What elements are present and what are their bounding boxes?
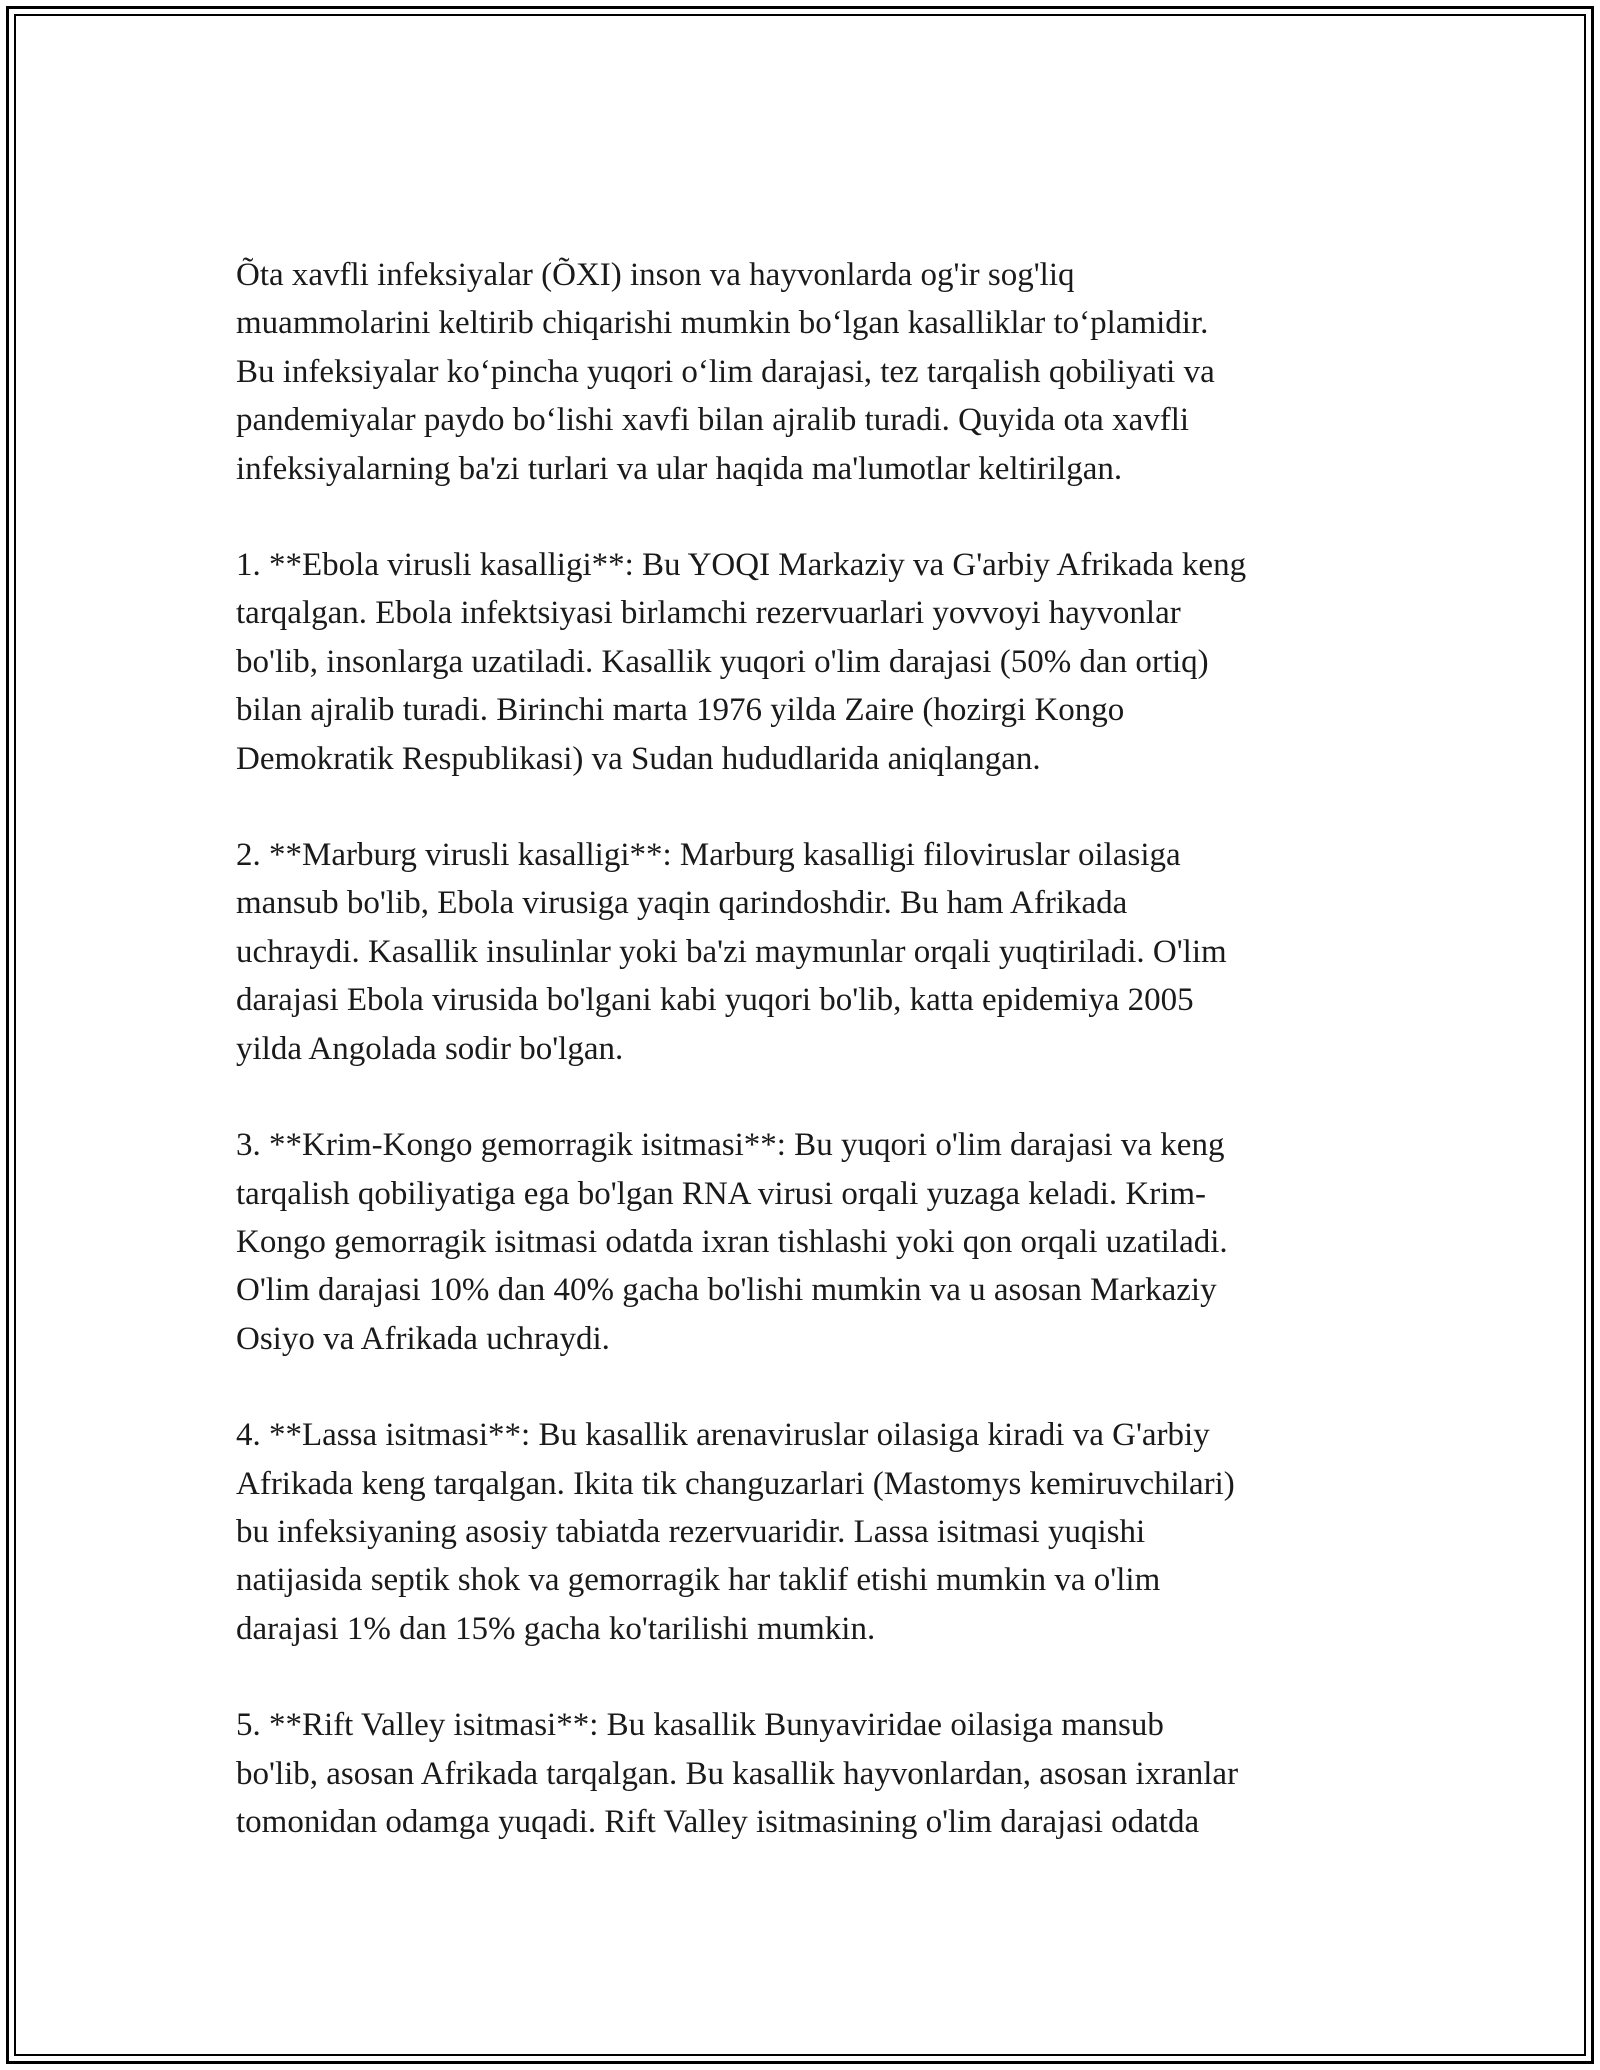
list-item-marburg: 2. **Marburg virusli kasalligi**: Marburg kasalligi filoviruslar oilasiga mansub bo'lib, Ebola virusiga yaqin qarindoshdir. Bu ham Afrikada uchraydi. Kasallik insulinlar yoki ba'zi maymunlar orqali yuqtiriladi. O'lim darajasi Ebola virusida bo'lgani kabi yuqori bo'lib, katta epidemiya 2005 yilda Angolada sodir bo'lgan. (236, 837, 1227, 1067)
intro-paragraph: Õta xavfli infeksiyalar (ÕXI) inson va hayvonlarda og'ir sog'liq muammolarini keltirib chiqarishi mumkin bo‘lgan kasalliklar to‘plamidir. Bu infeksiyalar ko‘pincha yuqori o‘lim darajasi, tez tarqalish qobiliyati va pandemiyalar paydo bo‘lishi xavfi bilan ajralib turadi. Quyida ota xavfli infeksiyalarning ba'zi turlari va ular haqida ma'lumotlar keltirilgan. (236, 257, 1215, 487)
list-item-rift-valley: 5. **Rift Valley isitmasi**: Bu kasallik Bunyaviridae oilasiga mansub bo'lib, asosan Afrikada tarqalgan. Bu kasallik hayvonlardan, asosan ixranlar tomonidan odamga yuqadi. Rift Valley isitmasining o'lim darajasi odatda (236, 1707, 1239, 1840)
list-item-crimean-congo: 3. **Krim-Kongo gemorragik isitmasi**: Bu yuqori o'lim darajasi va keng tarqalish qobiliyatiga ega bo'lgan RNA virusi orqali yuzaga keladi. Krim- Kongo gemorragik isitmasi odatda ixran tishlashi yoki qon orqali uzatiladi. O'lim darajasi 10% dan 40% gacha bo'lishi mumkin va u asosan Markaziy Osiyo va Afrikada uchraydi. (236, 1127, 1228, 1357)
document-body (236, 251, 1376, 1894)
list-item-ebola: 1. **Ebola virusli kasalligi**: Bu YOQI Markaziy va G'arbiy Afrikada keng tarqalgan. Ebola infektsiyasi birlamchi rezervuarlari yovvoyi hayvonlar bo'lib, insonlarga uzatiladi. Kasallik yuqori o'lim darajasi (50% dan ortiq) bilan ajralib turadi. Birinchi marta 1976 yilda Zaire (hozirgi Kongo Demokratik Respublikasi) va Sudan hududlarida aniqlangan. (236, 547, 1247, 777)
list-item-lassa: 4. **Lassa isitmasi**: Bu kasallik arenaviruslar oilasiga kiradi va G'arbiy Afrikada keng tarqalgan. Ikita tik changuzarlari (Mastomys kemiruvchilari) bu infeksiyaning asosiy tabiatda rezervuaridir. Lassa isitmasi yuqishi natijasida septik shok va gemorragik har taklif etishi mumkin va o'lim darajasi 1% dan 15% gacha ko'tarilishi mumkin. (236, 1417, 1235, 1647)
